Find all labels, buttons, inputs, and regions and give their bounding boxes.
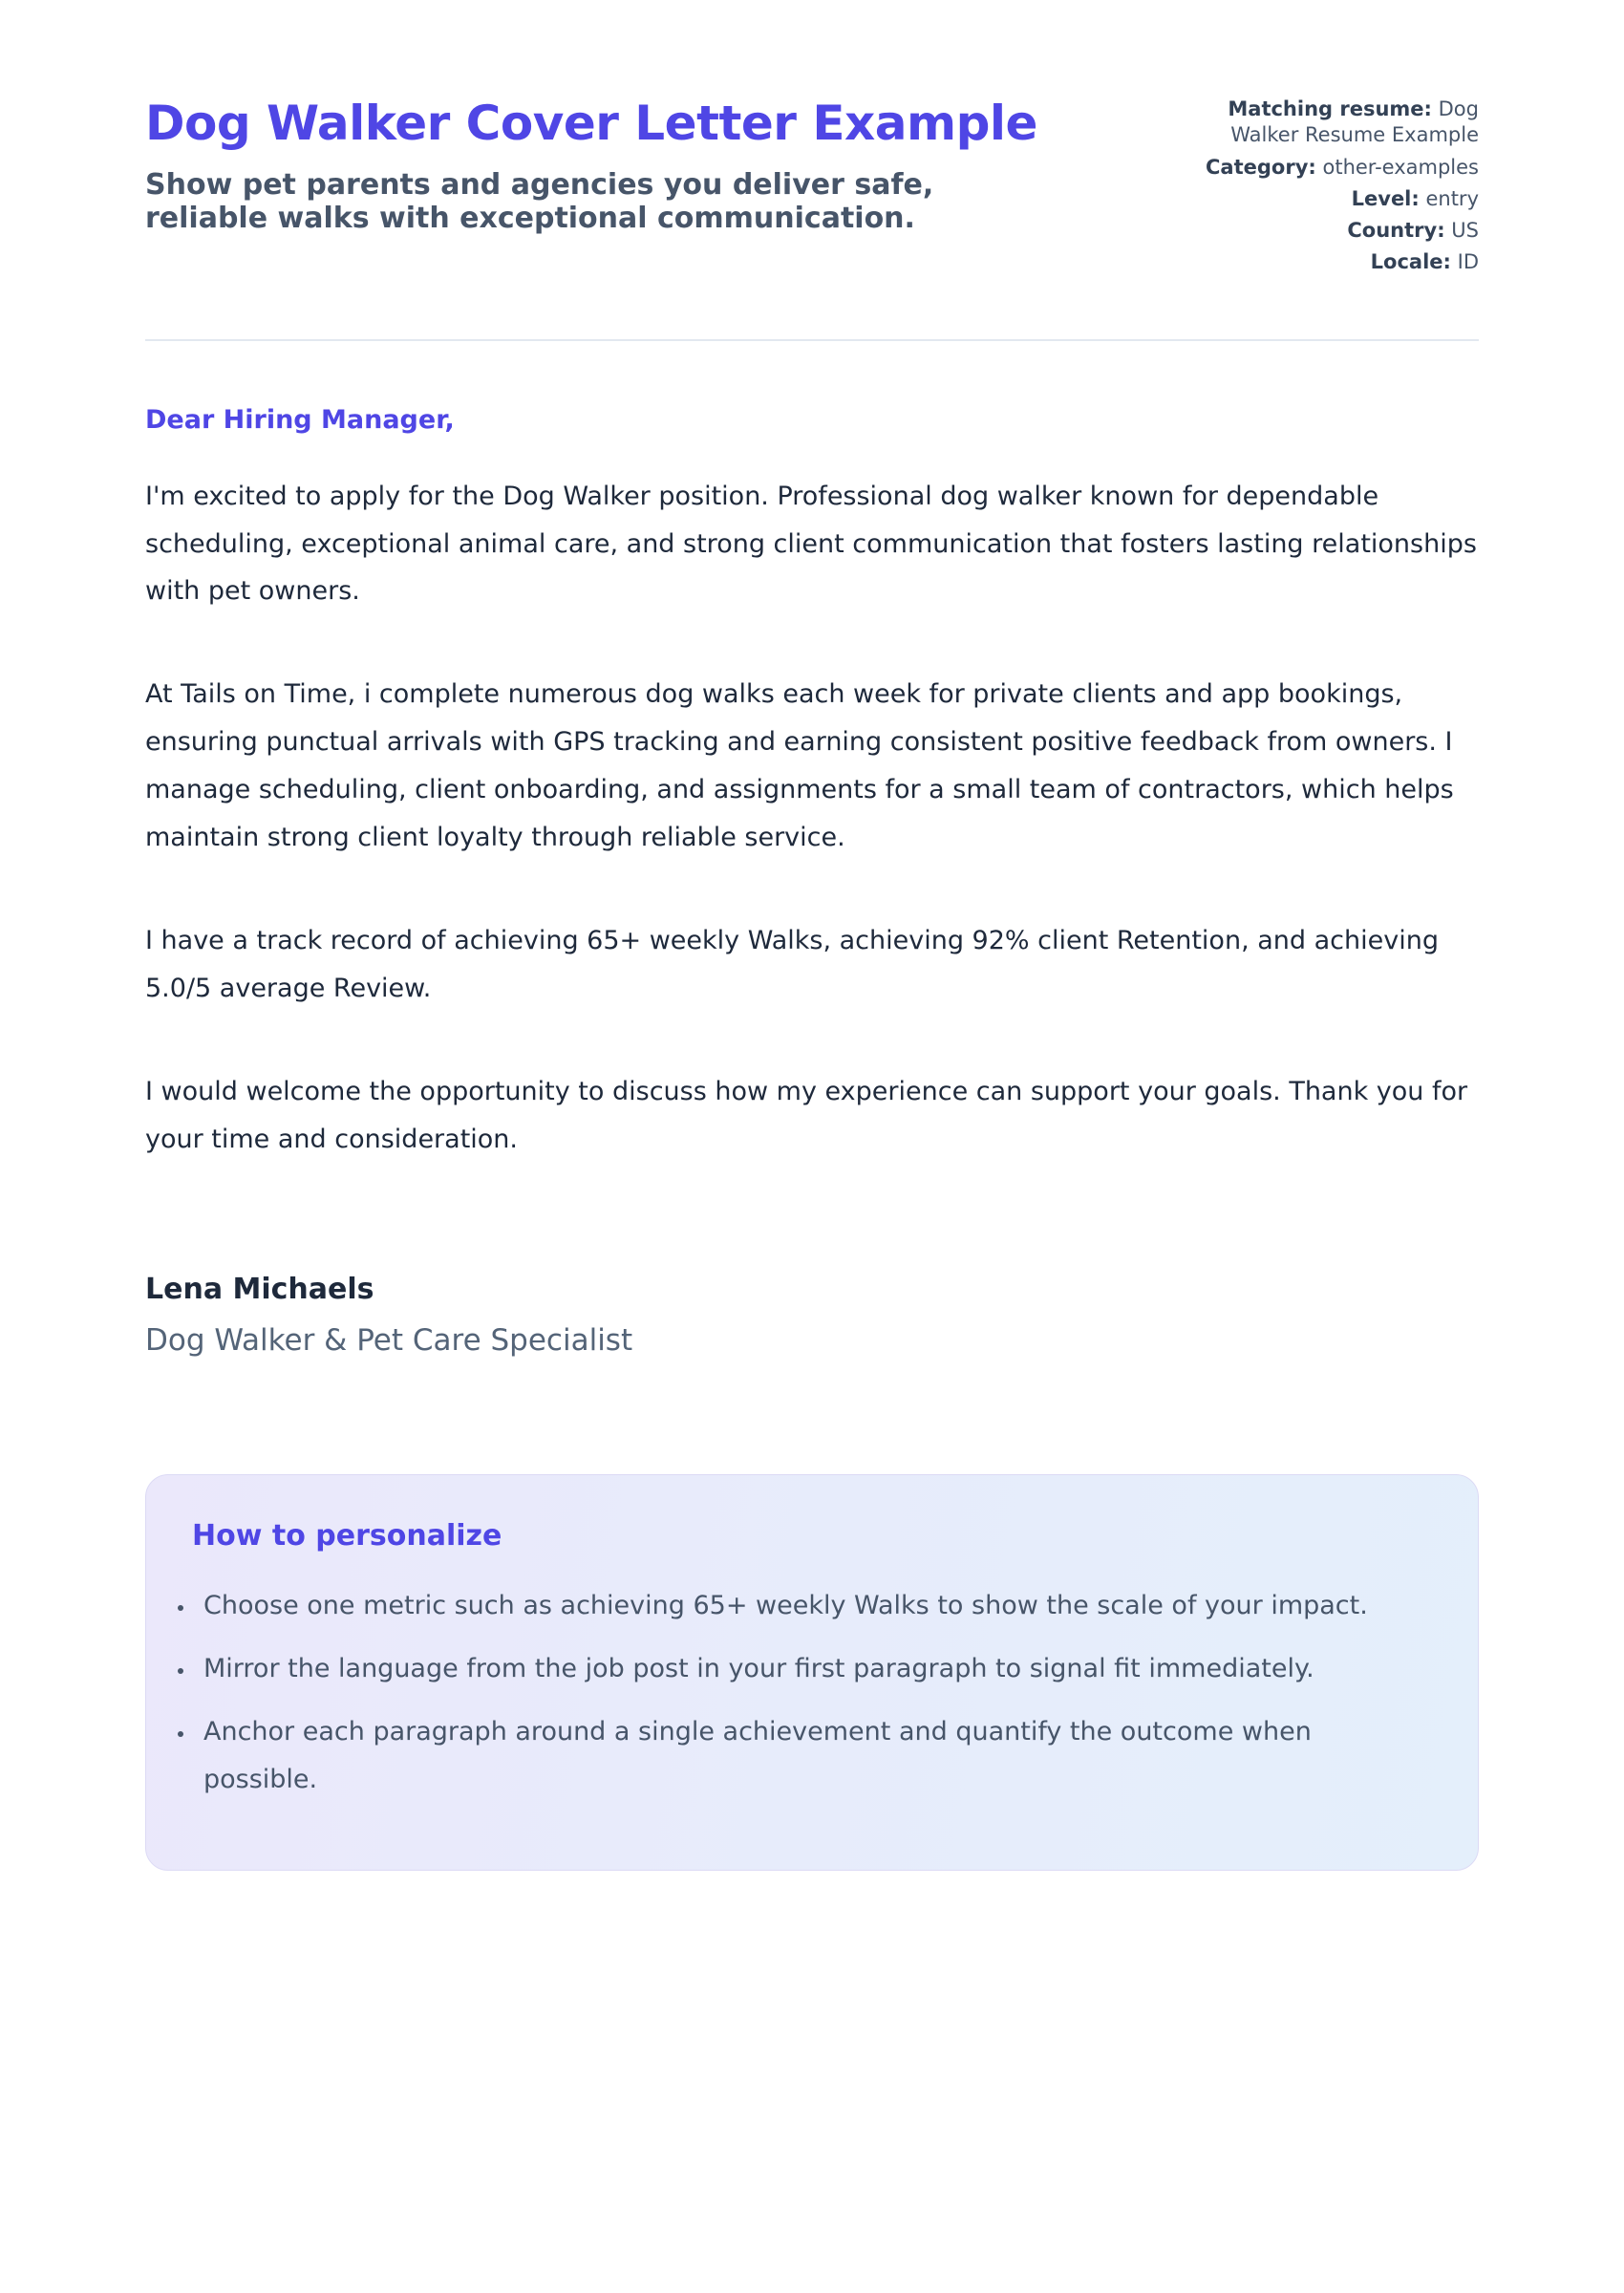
letter-paragraph-closing: I would welcome the opportunity to discuss how my experience can support your goals. Thank you for your time and consideration. — [145, 1077, 1468, 1154]
tip-item: • Mirror the language from the job post in your first paragraph to signal fit immediately. — [196, 1645, 1432, 1693]
signature-role: Dog Walker & Pet Care Specialist — [145, 1322, 633, 1358]
meta-country — [1202, 218, 1479, 244]
meta-label: Country: — [1347, 219, 1445, 243]
header-divider — [145, 339, 1479, 341]
tip-item: • Anchor each paragraph around a single achievement and quantify the outcome when possible. — [196, 1708, 1432, 1804]
meta-value: US — [1451, 219, 1479, 243]
meta-value: entry — [1425, 186, 1479, 210]
meta-label: Matching resume: — [1228, 97, 1432, 120]
page-title: Dog Walker Cover Letter Example — [145, 96, 1037, 151]
meta-level — [1202, 186, 1479, 212]
meta-value: ID — [1457, 250, 1479, 274]
letter-paragraph-experience: At Tails on Time, i complete numerous dog walks each week for private clients and app bookings, ensuring punctual arrivals with GPS tracking and earning consistent positive feedback from owners. I manage scheduling, client onboarding, and assignments for a small team of contractors, which helps maintain strong client loyalty through reliable service. — [145, 679, 1454, 853]
meta-value: Dog Walker Resume Example — [1230, 97, 1479, 147]
meta-label: Category: — [1206, 155, 1316, 179]
meta-category — [1202, 155, 1479, 181]
page-header — [145, 93, 1479, 282]
cover-letter-body — [145, 402, 1479, 1361]
tips-title: How to personalize — [192, 1518, 502, 1553]
header-title-block — [145, 93, 1053, 236]
page-subtitle: Show pet parents and agencies you deliver safe, reliable walks with exceptional communication. — [145, 168, 934, 236]
tip-item: • Choose one metric such as achieving 65+ weekly Walks to show the scale of your impact. — [196, 1582, 1432, 1630]
letter-paragraph-metrics: I have a track record of achieving 65+ weekly Walks, achieving 92% client Retention, and achieving 5.0/5 average Review. — [145, 926, 1439, 1004]
meta-value: other-examples — [1322, 155, 1479, 179]
meta-panel — [1202, 96, 1479, 282]
tips-list — [192, 1582, 1432, 1804]
how-to-personalize-box — [145, 1474, 1479, 1872]
meta-label: Level: — [1351, 186, 1420, 210]
signature-name: Lena Michaels — [145, 1272, 374, 1306]
meta-locale — [1202, 249, 1479, 275]
greeting: Dear Hiring Manager, — [145, 404, 455, 435]
letter-paragraph-intro: I'm excited to apply for the Dog Walker position. Professional dog walker known for dependable scheduling, exceptional animal care, and strong client communication that fosters lasting relationships with pet owners. — [145, 481, 1477, 607]
meta-label: Locale: — [1370, 250, 1451, 274]
meta-matching-resume — [1202, 96, 1479, 149]
